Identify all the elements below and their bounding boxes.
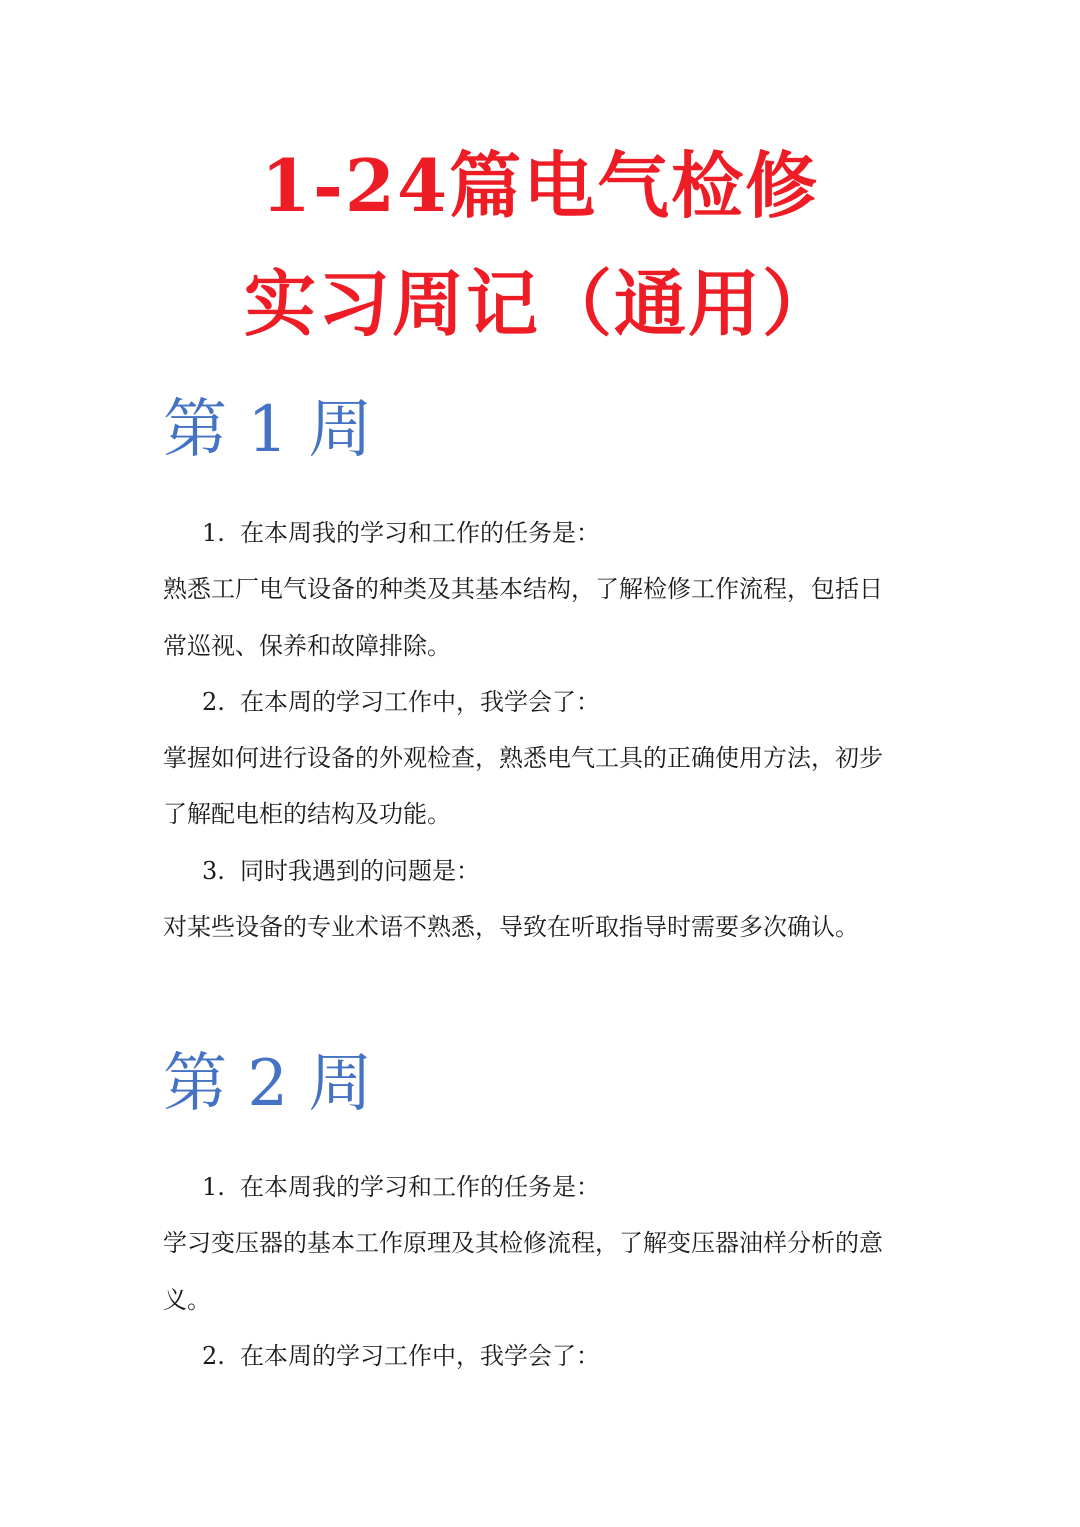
question-number: 2. xyxy=(202,1342,225,1370)
document-title-line-2: 实习周记（通用） xyxy=(243,261,836,346)
week-2-answer-1-line-1: 学习变压器的基本工作原理及其检修流程，了解变压器油样分析的意 xyxy=(163,1229,883,1257)
question-text: 在本周我的学习和工作的任务是： xyxy=(240,1173,600,1201)
week-1-question-2 xyxy=(202,685,600,719)
week-1-heading: 第 1 周 xyxy=(163,393,373,467)
question-number: 1. xyxy=(202,519,225,547)
question-number: 3. xyxy=(202,857,225,885)
question-text: 在本周我的学习和工作的任务是： xyxy=(240,519,600,547)
question-number: 2. xyxy=(202,688,225,716)
week-1-answer-3-line-1: 对某些设备的专业术语不熟悉，导致在听取指导时需要多次确认。 xyxy=(163,913,859,941)
week-2-heading: 第 2 周 xyxy=(163,1047,373,1121)
question-text: 在本周的学习工作中，我学会了： xyxy=(240,688,600,716)
week-1-answer-1-line-1: 熟悉工厂电气设备的种类及其基本结构，了解检修工作流程，包括日 xyxy=(163,575,883,603)
week-2-question-1 xyxy=(202,1170,600,1204)
document-title-line-1: 1-24篇电气检修 xyxy=(260,143,820,228)
week-1-question-1 xyxy=(202,516,600,550)
week-2-answer-1-line-2: 义。 xyxy=(163,1286,211,1314)
question-text: 在本周的学习工作中，我学会了： xyxy=(240,1342,600,1370)
week-1-answer-1-line-2: 常巡视、保养和故障排除。 xyxy=(163,632,451,660)
week-1-question-3 xyxy=(202,854,480,888)
question-text: 同时我遇到的问题是： xyxy=(240,857,480,885)
question-number: 1. xyxy=(202,1173,225,1201)
week-2-question-2 xyxy=(202,1339,600,1373)
week-1-answer-2-line-1: 掌握如何进行设备的外观检查，熟悉电气工具的正确使用方法，初步 xyxy=(163,744,883,772)
week-1-answer-2-line-2: 了解配电柜的结构及功能。 xyxy=(163,800,451,828)
